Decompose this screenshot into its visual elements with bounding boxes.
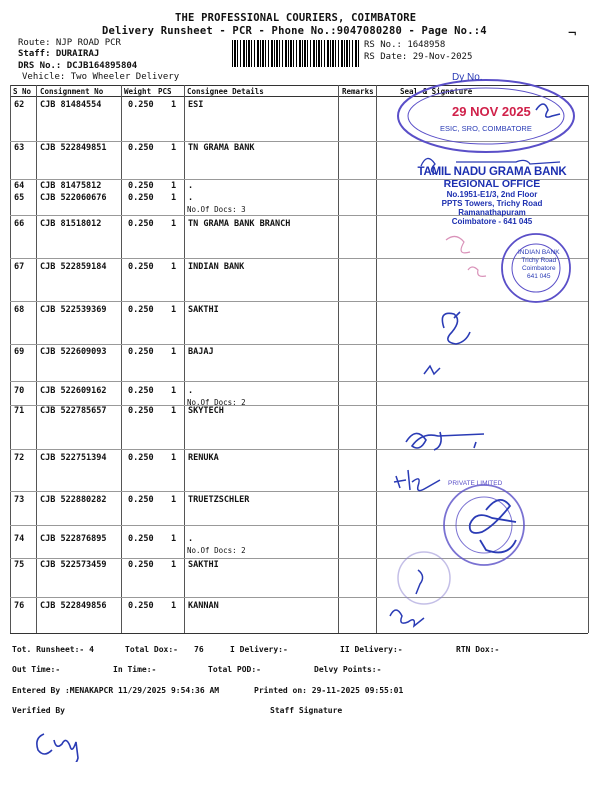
table-bottom-border (10, 633, 588, 634)
row-doc-count: No.Of Docs: 2 (187, 546, 246, 555)
row-sno: 68 (14, 305, 25, 315)
row-pcs: 1 (171, 406, 177, 416)
signature-truetzschler (470, 500, 516, 553)
row-sno: 64 (14, 181, 25, 191)
col-border (10, 85, 11, 633)
row-sno: 66 (14, 219, 25, 229)
row-consignee: TN GRAMA BANK BRANCH (188, 219, 291, 229)
row-pcs: 1 (171, 347, 177, 357)
row-consignee: . (188, 386, 194, 396)
total-pod: Total POD:- (208, 665, 261, 674)
row-consignment-no: CJB 522876895 (40, 534, 107, 544)
row-doc-count: No.Of Docs: 3 (187, 205, 246, 214)
out-time: Out Time:- (12, 665, 61, 674)
row-consignment-no: CJB 522849856 (40, 601, 107, 611)
signature-verified (30, 722, 100, 762)
total-dox-label: Total Dox:- (125, 645, 178, 654)
private-limited-stamp-text: PRIVATE LIMITED (448, 480, 503, 487)
bank-office: REGIONAL OFFICE (443, 178, 541, 190)
row-consignee: TRUETZSCHLER (188, 495, 250, 505)
row-weight: 0.250 (128, 347, 154, 357)
barcode (232, 40, 360, 67)
row-sno: 75 (14, 560, 25, 570)
rs-no: RS No.: 1648958 (364, 40, 446, 50)
row-pcs: 1 (171, 453, 177, 463)
row-weight: 0.250 (128, 181, 154, 191)
bank-address-2: PPTS Towers, Trichy Road (441, 199, 543, 208)
row-weight: 0.250 (128, 262, 154, 272)
row-pcs: 1 (171, 181, 177, 191)
row-weight: 0.250 (128, 386, 154, 396)
row-consignee: ESI (188, 100, 204, 110)
indian-bank-line-2: Trichy Road (521, 257, 557, 264)
total-dox-value: 76 (194, 645, 204, 654)
staff-label: Staff: DURAIRAJ (18, 49, 100, 59)
row-consignee: . (188, 181, 194, 191)
row-consignee: KANNAN (188, 601, 219, 611)
row-consignment-no: CJB 81518012 (40, 219, 102, 229)
bank-address-3: Ramanathapuram (458, 208, 526, 217)
indian-bank-stamp-text (518, 249, 560, 281)
row-sno: 62 (14, 100, 25, 110)
indian-bank-line-1: INDIAN BANK (518, 249, 560, 256)
verified-by: Verified By (12, 706, 65, 715)
row-consignee: BAJAJ (188, 347, 214, 357)
row-sno: 74 (14, 534, 25, 544)
col-header-weight: Weight (124, 87, 152, 96)
signature-bajaj (424, 366, 440, 374)
row-pcs: 1 (171, 100, 177, 110)
row-consignment-no: CJB 522609162 (40, 386, 107, 396)
row-consignee: INDIAN BANK (188, 262, 245, 272)
row-weight: 0.250 (128, 601, 154, 611)
entered-by: Entered By :MENAKAPCR 11/29/2025 9:54:36 AM (12, 686, 220, 695)
col-border (36, 85, 37, 633)
row-weight: 0.250 (128, 143, 154, 153)
row-pcs: 1 (171, 143, 177, 153)
row-consignment-no: CJB 522060676 (40, 193, 107, 203)
row-weight: 0.250 (128, 453, 154, 463)
row-consignee: TN GRAMA BANK (188, 143, 255, 153)
tot-runsheet: Tot. Runsheet:- 4 (12, 645, 94, 654)
row-sno: 65 (14, 193, 25, 203)
row-sno: 70 (14, 386, 25, 396)
row-consignment-no: CJB 522880282 (40, 495, 107, 505)
printed-on: Printed on: 29-11-2025 09:55:01 (254, 686, 404, 695)
row-weight: 0.250 (128, 406, 154, 416)
row-weight: 0.250 (128, 560, 154, 570)
col-header-consignee: Consignee Details (187, 87, 264, 96)
company-title: THE PROFESSIONAL COURIERS, COIMBATORE (175, 12, 417, 24)
row-consignment-no: CJB 522859184 (40, 262, 107, 272)
ii-delivery: II Delivery:- (340, 645, 403, 654)
signature-sakthi (442, 312, 470, 344)
col-header-seal: Seal & Signature (400, 87, 473, 96)
col-header-sno: S No (13, 87, 32, 96)
esic-stamp-text: ESIC, SRO, COIMBATORE (440, 124, 532, 133)
row-weight: 0.250 (128, 193, 154, 203)
row-pcs: 1 (171, 495, 177, 505)
row-sno: 71 (14, 406, 25, 416)
signature-kannan (390, 610, 424, 626)
esic-stamp-top-text: Dy No. (452, 72, 483, 83)
row-pcs: 1 (171, 560, 177, 570)
row-doc-count: No.Of Docs: 2 (187, 398, 246, 407)
row-consignee: SAKTHI (188, 305, 219, 315)
row-consignment-no: CJB 81484554 (40, 100, 102, 110)
row-consignment-no: CJB 522849851 (40, 143, 107, 153)
row-consignment-no: CJB 522573459 (40, 560, 107, 570)
row-pcs: 1 (171, 601, 177, 611)
signature-indian-bank (446, 236, 486, 276)
row-consignment-no: CJB 522751394 (40, 453, 107, 463)
i-delivery: I Delivery:- (230, 645, 288, 654)
row-pcs: 1 (171, 193, 177, 203)
row-pcs: 1 (171, 534, 177, 544)
signature-esi (536, 104, 560, 117)
row-weight: 0.250 (128, 100, 154, 110)
row-pcs: 1 (171, 262, 177, 272)
col-border (121, 85, 122, 633)
in-time: In Time:- (113, 665, 157, 674)
row-consignee: . (188, 534, 194, 544)
rs-date: RS Date: 29-Nov-2025 (364, 52, 473, 62)
indian-bank-line-4: 641 045 (527, 273, 551, 280)
seal-signature-artwork (376, 70, 591, 630)
row-pcs: 1 (171, 386, 177, 396)
faint-stamp (398, 552, 450, 604)
bank-address-4: Coimbatore - 641 045 (451, 217, 533, 226)
vehicle-label: Vehicle: Two Wheeler Delivery (22, 72, 180, 82)
signature-renuka (394, 470, 440, 491)
private-limited-stamp (444, 485, 524, 565)
row-weight: 0.250 (128, 534, 154, 544)
signature-sakthi-2 (416, 570, 423, 594)
col-header-consignment: Consignment No (40, 87, 104, 96)
row-consignment-no: CJB 522539369 (40, 305, 107, 315)
delvy-points: Delvy Points:- (314, 665, 382, 674)
signature-skytech (406, 432, 484, 450)
col-header-remarks: Remarks (342, 87, 374, 96)
bank-name: TAMIL NADU GRAMA BANK (417, 166, 567, 178)
row-sno: 73 (14, 495, 25, 505)
row-weight: 0.250 (128, 219, 154, 229)
drs-no: DRS No.: DCJB164895804 (18, 61, 138, 71)
row-consignee: SAKTHI (188, 560, 219, 570)
row-consignee: RENUKA (188, 453, 219, 463)
row-consignment-no: CJB 522785657 (40, 406, 107, 416)
row-consignee: SKYTECH (188, 406, 224, 416)
row-sno: 69 (14, 347, 25, 357)
staff-signature: Staff Signature (270, 706, 343, 715)
row-consignee: . (188, 193, 194, 203)
row-weight: 0.250 (128, 305, 154, 315)
rtn-dox: RTN Dox:- (456, 645, 500, 654)
row-pcs: 1 (171, 305, 177, 315)
col-border (184, 85, 185, 633)
row-sno: 76 (14, 601, 25, 611)
corner-mark: ¬ (568, 26, 577, 42)
row-sno: 72 (14, 453, 25, 463)
bank-address-1: No.1951-E1/3, 2nd Floor (446, 190, 538, 199)
tn-grama-bank-stamp (402, 166, 582, 226)
row-pcs: 1 (171, 219, 177, 229)
col-border (338, 85, 339, 633)
row-sno: 63 (14, 143, 25, 153)
row-consignment-no: CJB 522609093 (40, 347, 107, 357)
row-consignment-no: CJB 81475812 (40, 181, 102, 191)
esic-stamp-date: 29 NOV 2025 (452, 104, 531, 119)
row-weight: 0.250 (128, 495, 154, 505)
col-header-pcs: PCS (158, 87, 172, 96)
runsheet-title: Delivery Runsheet - PCR - Phone No.:9047080280 - Page No.:4 (102, 25, 487, 37)
route-label: Route: NJP ROAD PCR (18, 38, 121, 48)
indian-bank-line-3: Coimbatore (521, 265, 556, 272)
row-sno: 67 (14, 262, 25, 272)
